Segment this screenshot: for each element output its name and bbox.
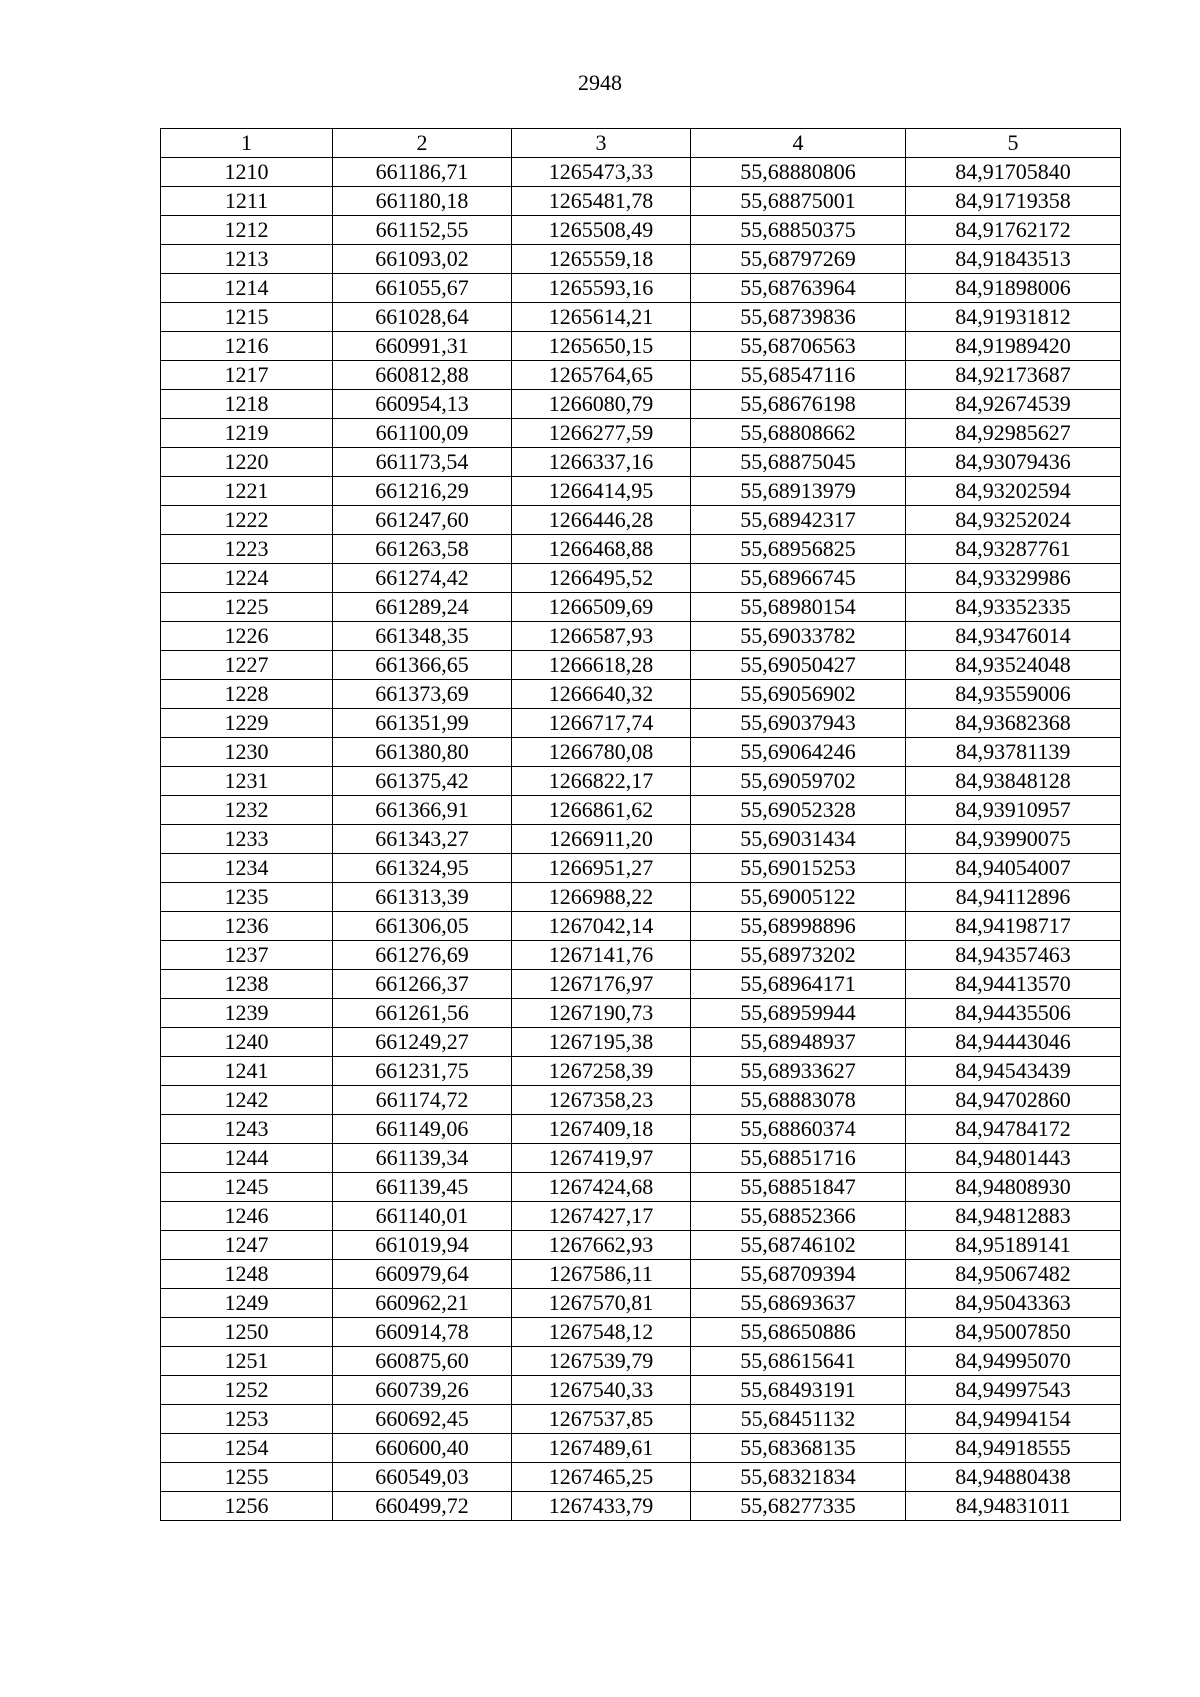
table-cell-col-4: 55,68880806	[691, 158, 906, 187]
table-cell-col-5: 84,93990075	[906, 825, 1121, 854]
table-cell-col-1: 1212	[161, 216, 333, 245]
table-cell-col-2: 661343,27	[333, 825, 512, 854]
table-cell-col-2: 660600,40	[333, 1434, 512, 1463]
table-row	[161, 564, 1121, 593]
table-cell-col-1: 1245	[161, 1173, 333, 1202]
table-cell-col-2: 661348,35	[333, 622, 512, 651]
table-cell-col-1: 1244	[161, 1144, 333, 1173]
table-cell-col-1: 1254	[161, 1434, 333, 1463]
table-cell-col-2: 661173,54	[333, 448, 512, 477]
table-cell-col-4: 55,68852366	[691, 1202, 906, 1231]
table-cell-col-3: 1267258,39	[512, 1057, 691, 1086]
table-cell-col-3: 1267427,17	[512, 1202, 691, 1231]
table-row	[161, 216, 1121, 245]
table-cell-col-3: 1267190,73	[512, 999, 691, 1028]
table-cell-col-1: 1251	[161, 1347, 333, 1376]
table-cell-col-4: 55,68933627	[691, 1057, 906, 1086]
table-cell-col-2: 661289,24	[333, 593, 512, 622]
table-cell-col-1: 1246	[161, 1202, 333, 1231]
table-cell-col-4: 55,68693637	[691, 1289, 906, 1318]
table-cell-col-4: 55,68547116	[691, 361, 906, 390]
table-cell-col-2: 661249,27	[333, 1028, 512, 1057]
table-row	[161, 680, 1121, 709]
table-cell-col-2: 661216,29	[333, 477, 512, 506]
table-cell-col-2: 661351,99	[333, 709, 512, 738]
table-cell-col-3: 1265764,65	[512, 361, 691, 390]
table-row	[161, 361, 1121, 390]
table-cell-col-4: 55,68860374	[691, 1115, 906, 1144]
table-cell-col-5: 84,94801443	[906, 1144, 1121, 1173]
table-cell-col-4: 55,68980154	[691, 593, 906, 622]
table-cell-col-1: 1252	[161, 1376, 333, 1405]
table-row	[161, 941, 1121, 970]
table-row	[161, 187, 1121, 216]
table-cell-col-4: 55,68851716	[691, 1144, 906, 1173]
table-cell-col-5: 84,92173687	[906, 361, 1121, 390]
table-cell-col-2: 660549,03	[333, 1463, 512, 1492]
table-cell-col-4: 55,68851847	[691, 1173, 906, 1202]
table-cell-col-1: 1235	[161, 883, 333, 912]
table-cell-col-2: 661019,94	[333, 1231, 512, 1260]
table-row	[161, 1086, 1121, 1115]
table-cell-col-4: 55,68451132	[691, 1405, 906, 1434]
table-cell-col-2: 661306,05	[333, 912, 512, 941]
table-cell-col-4: 55,68739836	[691, 303, 906, 332]
table-cell-col-4: 55,69056902	[691, 680, 906, 709]
table-cell-col-5: 84,94784172	[906, 1115, 1121, 1144]
table-cell-col-1: 1238	[161, 970, 333, 999]
table-cell-col-2: 661180,18	[333, 187, 512, 216]
header-row	[161, 129, 1121, 158]
table-cell-col-5: 84,93287761	[906, 535, 1121, 564]
table-cell-col-1: 1242	[161, 1086, 333, 1115]
table-cell-col-4: 55,68368135	[691, 1434, 906, 1463]
table-cell-col-4: 55,68746102	[691, 1231, 906, 1260]
table-cell-col-2: 661093,02	[333, 245, 512, 274]
table-cell-col-4: 55,68942317	[691, 506, 906, 535]
table-row	[161, 622, 1121, 651]
table-cell-col-5: 84,91705840	[906, 158, 1121, 187]
table-cell-col-3: 1267176,97	[512, 970, 691, 999]
table-cell-col-1: 1234	[161, 854, 333, 883]
table-cell-col-3: 1265508,49	[512, 216, 691, 245]
table-body	[161, 158, 1121, 1521]
table-cell-col-1: 1220	[161, 448, 333, 477]
table-cell-col-2: 661139,34	[333, 1144, 512, 1173]
table-cell-col-2: 660991,31	[333, 332, 512, 361]
table-cell-col-1: 1211	[161, 187, 333, 216]
table-cell-col-3: 1266080,79	[512, 390, 691, 419]
table-cell-col-4: 55,68763964	[691, 274, 906, 303]
table-row	[161, 738, 1121, 767]
table-cell-col-3: 1266717,74	[512, 709, 691, 738]
table-cell-col-5: 84,94997543	[906, 1376, 1121, 1405]
table-cell-col-5: 84,95007850	[906, 1318, 1121, 1347]
table-cell-col-2: 661366,91	[333, 796, 512, 825]
table-cell-col-4: 55,69005122	[691, 883, 906, 912]
table-cell-col-3: 1267195,38	[512, 1028, 691, 1057]
table-row	[161, 1260, 1121, 1289]
table-cell-col-2: 661313,39	[333, 883, 512, 912]
table-cell-col-5: 84,92674539	[906, 390, 1121, 419]
table-cell-col-3: 1266414,95	[512, 477, 691, 506]
table-cell-col-4: 55,68850375	[691, 216, 906, 245]
table-row	[161, 825, 1121, 854]
table-cell-col-3: 1267539,79	[512, 1347, 691, 1376]
table-cell-col-3: 1266861,62	[512, 796, 691, 825]
table-row	[161, 390, 1121, 419]
table-row	[161, 1318, 1121, 1347]
table-cell-col-2: 661261,56	[333, 999, 512, 1028]
table-cell-col-5: 84,93559006	[906, 680, 1121, 709]
table-cell-col-4: 55,68875045	[691, 448, 906, 477]
table-cell-col-1: 1236	[161, 912, 333, 941]
table-cell-col-1: 1214	[161, 274, 333, 303]
table-cell-col-1: 1230	[161, 738, 333, 767]
table-row	[161, 1347, 1121, 1376]
table-cell-col-1: 1239	[161, 999, 333, 1028]
table-row	[161, 1115, 1121, 1144]
table-cell-col-2: 660962,21	[333, 1289, 512, 1318]
column-header-5: 5	[906, 129, 1121, 158]
table-cell-col-4: 55,68883078	[691, 1086, 906, 1115]
column-header-1: 1	[161, 129, 333, 158]
table-cell-col-5: 84,93252024	[906, 506, 1121, 535]
table-row	[161, 1405, 1121, 1434]
table-cell-col-1: 1228	[161, 680, 333, 709]
table-cell-col-1: 1222	[161, 506, 333, 535]
table-cell-col-1: 1253	[161, 1405, 333, 1434]
table-cell-col-1: 1224	[161, 564, 333, 593]
table-cell-col-4: 55,69050427	[691, 651, 906, 680]
column-header-2: 2	[333, 129, 512, 158]
table-row	[161, 767, 1121, 796]
table-cell-col-1: 1217	[161, 361, 333, 390]
table-cell-col-2: 661380,80	[333, 738, 512, 767]
table-cell-col-4: 55,68321834	[691, 1463, 906, 1492]
table-cell-col-5: 84,91843513	[906, 245, 1121, 274]
table-row	[161, 651, 1121, 680]
page-number: 2948	[578, 70, 622, 95]
table-cell-col-2: 661274,42	[333, 564, 512, 593]
table-cell-col-5: 84,94831011	[906, 1492, 1121, 1521]
table-cell-col-5: 84,93910957	[906, 796, 1121, 825]
table-cell-col-2: 661100,09	[333, 419, 512, 448]
table-cell-col-3: 1267548,12	[512, 1318, 691, 1347]
table-row	[161, 332, 1121, 361]
table-cell-col-5: 84,94812883	[906, 1202, 1121, 1231]
table-cell-col-2: 661366,65	[333, 651, 512, 680]
table-cell-col-4: 55,68493191	[691, 1376, 906, 1405]
table-cell-col-5: 84,94112896	[906, 883, 1121, 912]
table-cell-col-5: 84,94435506	[906, 999, 1121, 1028]
table-cell-col-4: 55,68913979	[691, 477, 906, 506]
table-cell-col-2: 661140,01	[333, 1202, 512, 1231]
table-cell-col-4: 55,68956825	[691, 535, 906, 564]
table-cell-col-4: 55,68875001	[691, 187, 906, 216]
table-cell-col-3: 1267662,93	[512, 1231, 691, 1260]
table-cell-col-5: 84,93079436	[906, 448, 1121, 477]
table-cell-col-3: 1267358,23	[512, 1086, 691, 1115]
table-row	[161, 912, 1121, 941]
table-cell-col-4: 55,68959944	[691, 999, 906, 1028]
table-row	[161, 1434, 1121, 1463]
table-cell-col-3: 1266495,52	[512, 564, 691, 593]
table-cell-col-2: 660739,26	[333, 1376, 512, 1405]
table-cell-col-1: 1255	[161, 1463, 333, 1492]
table-cell-col-5: 84,94443046	[906, 1028, 1121, 1057]
table-cell-col-1: 1210	[161, 158, 333, 187]
table-row	[161, 1376, 1121, 1405]
table-cell-col-3: 1265473,33	[512, 158, 691, 187]
table-cell-col-4: 55,68277335	[691, 1492, 906, 1521]
table-cell-col-1: 1240	[161, 1028, 333, 1057]
table-cell-col-4: 55,68966745	[691, 564, 906, 593]
table-cell-col-3: 1265593,16	[512, 274, 691, 303]
table-cell-col-5: 84,91762172	[906, 216, 1121, 245]
table-cell-col-2: 660979,64	[333, 1260, 512, 1289]
table-cell-col-3: 1266509,69	[512, 593, 691, 622]
table-row	[161, 535, 1121, 564]
table-cell-col-4: 55,68615641	[691, 1347, 906, 1376]
table-cell-col-4: 55,69064246	[691, 738, 906, 767]
table-cell-col-4: 55,69015253	[691, 854, 906, 883]
table-cell-col-4: 55,69037943	[691, 709, 906, 738]
table-cell-col-2: 661375,42	[333, 767, 512, 796]
table-cell-col-4: 55,68797269	[691, 245, 906, 274]
table-cell-col-3: 1267141,76	[512, 941, 691, 970]
table-cell-col-5: 84,94198717	[906, 912, 1121, 941]
table-cell-col-1: 1248	[161, 1260, 333, 1289]
table-row	[161, 593, 1121, 622]
table-cell-col-4: 55,68650886	[691, 1318, 906, 1347]
table-cell-col-2: 660875,60	[333, 1347, 512, 1376]
table-cell-col-3: 1266277,59	[512, 419, 691, 448]
table-cell-col-2: 660914,78	[333, 1318, 512, 1347]
table-cell-col-5: 84,94413570	[906, 970, 1121, 999]
table-cell-col-2: 661247,60	[333, 506, 512, 535]
table-cell-col-3: 1267433,79	[512, 1492, 691, 1521]
table-cell-col-2: 661186,71	[333, 158, 512, 187]
table-cell-col-5: 84,93329986	[906, 564, 1121, 593]
table-cell-col-5: 84,93848128	[906, 767, 1121, 796]
table-row	[161, 1231, 1121, 1260]
table-cell-col-3: 1266587,93	[512, 622, 691, 651]
table-cell-col-4: 55,69033782	[691, 622, 906, 651]
table-cell-col-5: 84,93781139	[906, 738, 1121, 767]
table-row	[161, 448, 1121, 477]
table-cell-col-2: 661149,06	[333, 1115, 512, 1144]
table-cell-col-1: 1243	[161, 1115, 333, 1144]
table-cell-col-1: 1216	[161, 332, 333, 361]
table-cell-col-5: 84,91719358	[906, 187, 1121, 216]
table-row	[161, 506, 1121, 535]
table-cell-col-2: 660692,45	[333, 1405, 512, 1434]
table-cell-col-5: 84,95043363	[906, 1289, 1121, 1318]
table-cell-col-4: 55,69059702	[691, 767, 906, 796]
table-cell-col-5: 84,94994154	[906, 1405, 1121, 1434]
table-cell-col-3: 1267570,81	[512, 1289, 691, 1318]
table-cell-col-5: 84,91898006	[906, 274, 1121, 303]
table-cell-col-4: 55,68808662	[691, 419, 906, 448]
table-cell-col-1: 1256	[161, 1492, 333, 1521]
table-cell-col-3: 1267409,18	[512, 1115, 691, 1144]
table-cell-col-2: 661139,45	[333, 1173, 512, 1202]
table-cell-col-1: 1219	[161, 419, 333, 448]
table-cell-col-1: 1213	[161, 245, 333, 274]
table-cell-col-4: 55,69052328	[691, 796, 906, 825]
table-row	[161, 245, 1121, 274]
table-cell-col-5: 84,92985627	[906, 419, 1121, 448]
table-cell-col-5: 84,94808930	[906, 1173, 1121, 1202]
table-cell-col-4: 55,68676198	[691, 390, 906, 419]
table-cell-col-3: 1267419,97	[512, 1144, 691, 1173]
table-cell-col-3: 1266988,22	[512, 883, 691, 912]
table-cell-col-3: 1266468,88	[512, 535, 691, 564]
table-cell-col-3: 1265559,18	[512, 245, 691, 274]
table-cell-col-4: 55,68998896	[691, 912, 906, 941]
table-row	[161, 303, 1121, 332]
table-cell-col-1: 1250	[161, 1318, 333, 1347]
table-row	[161, 1028, 1121, 1057]
table-cell-col-2: 661263,58	[333, 535, 512, 564]
table-cell-col-3: 1267489,61	[512, 1434, 691, 1463]
table-cell-col-3: 1266618,28	[512, 651, 691, 680]
table-cell-col-5: 84,93202594	[906, 477, 1121, 506]
table-cell-col-1: 1233	[161, 825, 333, 854]
table-cell-col-2: 660812,88	[333, 361, 512, 390]
table-cell-col-2: 660499,72	[333, 1492, 512, 1521]
table-cell-col-5: 84,94543439	[906, 1057, 1121, 1086]
table-row	[161, 1463, 1121, 1492]
table-row	[161, 158, 1121, 187]
column-header-4: 4	[691, 129, 906, 158]
table-cell-col-3: 1267465,25	[512, 1463, 691, 1492]
table-cell-col-1: 1241	[161, 1057, 333, 1086]
table-cell-col-3: 1266951,27	[512, 854, 691, 883]
table-cell-col-1: 1215	[161, 303, 333, 332]
table-cell-col-3: 1265614,21	[512, 303, 691, 332]
column-header-3: 3	[512, 129, 691, 158]
table-cell-col-1: 1247	[161, 1231, 333, 1260]
table-cell-col-2: 661266,37	[333, 970, 512, 999]
table-row	[161, 883, 1121, 912]
table-cell-col-4: 55,68706563	[691, 332, 906, 361]
table-cell-col-2: 661055,67	[333, 274, 512, 303]
table-cell-col-4: 55,68964171	[691, 970, 906, 999]
table-cell-col-3: 1266911,20	[512, 825, 691, 854]
table-cell-col-5: 84,94357463	[906, 941, 1121, 970]
table-cell-col-5: 84,95067482	[906, 1260, 1121, 1289]
table-row	[161, 477, 1121, 506]
table-row	[161, 709, 1121, 738]
table-cell-col-2: 661324,95	[333, 854, 512, 883]
table-cell-col-3: 1267042,14	[512, 912, 691, 941]
table-cell-col-5: 84,93476014	[906, 622, 1121, 651]
table-cell-col-1: 1218	[161, 390, 333, 419]
table-cell-col-3: 1265650,15	[512, 332, 691, 361]
table-cell-col-2: 661152,55	[333, 216, 512, 245]
table-cell-col-5: 84,91931812	[906, 303, 1121, 332]
table-row	[161, 1173, 1121, 1202]
table-row	[161, 999, 1121, 1028]
table-cell-col-2: 661028,64	[333, 303, 512, 332]
table-row	[161, 1202, 1121, 1231]
table-cell-col-2: 661276,69	[333, 941, 512, 970]
table-row	[161, 274, 1121, 303]
table-cell-col-2: 660954,13	[333, 390, 512, 419]
table-cell-col-1: 1223	[161, 535, 333, 564]
table-header	[161, 129, 1121, 158]
table-cell-col-5: 84,94995070	[906, 1347, 1121, 1376]
table-cell-col-3: 1266446,28	[512, 506, 691, 535]
table-cell-col-2: 661373,69	[333, 680, 512, 709]
table-cell-col-5: 84,93524048	[906, 651, 1121, 680]
table-cell-col-3: 1266822,17	[512, 767, 691, 796]
table-cell-col-5: 84,93682368	[906, 709, 1121, 738]
table-cell-col-5: 84,93352335	[906, 593, 1121, 622]
table-cell-col-5: 84,94880438	[906, 1463, 1121, 1492]
table-cell-col-4: 55,68709394	[691, 1260, 906, 1289]
table-cell-col-1: 1232	[161, 796, 333, 825]
table-cell-col-2: 661174,72	[333, 1086, 512, 1115]
table-cell-col-1: 1227	[161, 651, 333, 680]
table-cell-col-3: 1266337,16	[512, 448, 691, 477]
table-cell-col-1: 1225	[161, 593, 333, 622]
table-row	[161, 1057, 1121, 1086]
table-cell-col-3: 1267537,85	[512, 1405, 691, 1434]
table-cell-col-5: 84,95189141	[906, 1231, 1121, 1260]
table-cell-col-3: 1267424,68	[512, 1173, 691, 1202]
table-row	[161, 970, 1121, 999]
table-cell-col-5: 84,94918555	[906, 1434, 1121, 1463]
table-row	[161, 1289, 1121, 1318]
table-row	[161, 796, 1121, 825]
coordinates-table	[160, 128, 1121, 1521]
table-cell-col-2: 661231,75	[333, 1057, 512, 1086]
table-cell-col-3: 1267540,33	[512, 1376, 691, 1405]
table-row	[161, 1492, 1121, 1521]
table-cell-col-1: 1249	[161, 1289, 333, 1318]
table-cell-col-5: 84,94054007	[906, 854, 1121, 883]
table-cell-col-5: 84,91989420	[906, 332, 1121, 361]
table-cell-col-3: 1266780,08	[512, 738, 691, 767]
table-cell-col-5: 84,94702860	[906, 1086, 1121, 1115]
table-cell-col-4: 55,69031434	[691, 825, 906, 854]
table-cell-col-1: 1226	[161, 622, 333, 651]
table-cell-col-4: 55,68948937	[691, 1028, 906, 1057]
table-cell-col-3: 1266640,32	[512, 680, 691, 709]
table-cell-col-3: 1265481,78	[512, 187, 691, 216]
table-cell-col-1: 1237	[161, 941, 333, 970]
table-row	[161, 419, 1121, 448]
table-row	[161, 1144, 1121, 1173]
table-cell-col-3: 1267586,11	[512, 1260, 691, 1289]
table-cell-col-4: 55,68973202	[691, 941, 906, 970]
table-row	[161, 854, 1121, 883]
table-cell-col-1: 1231	[161, 767, 333, 796]
table-cell-col-1: 1229	[161, 709, 333, 738]
table-cell-col-1: 1221	[161, 477, 333, 506]
